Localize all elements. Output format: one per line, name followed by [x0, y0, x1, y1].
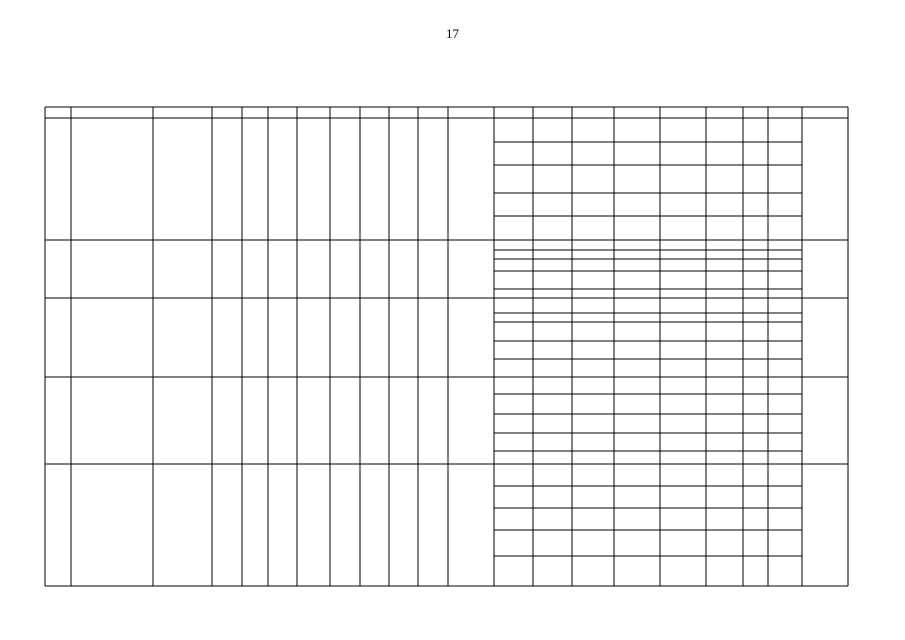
page-number: 17 [446, 26, 459, 41]
